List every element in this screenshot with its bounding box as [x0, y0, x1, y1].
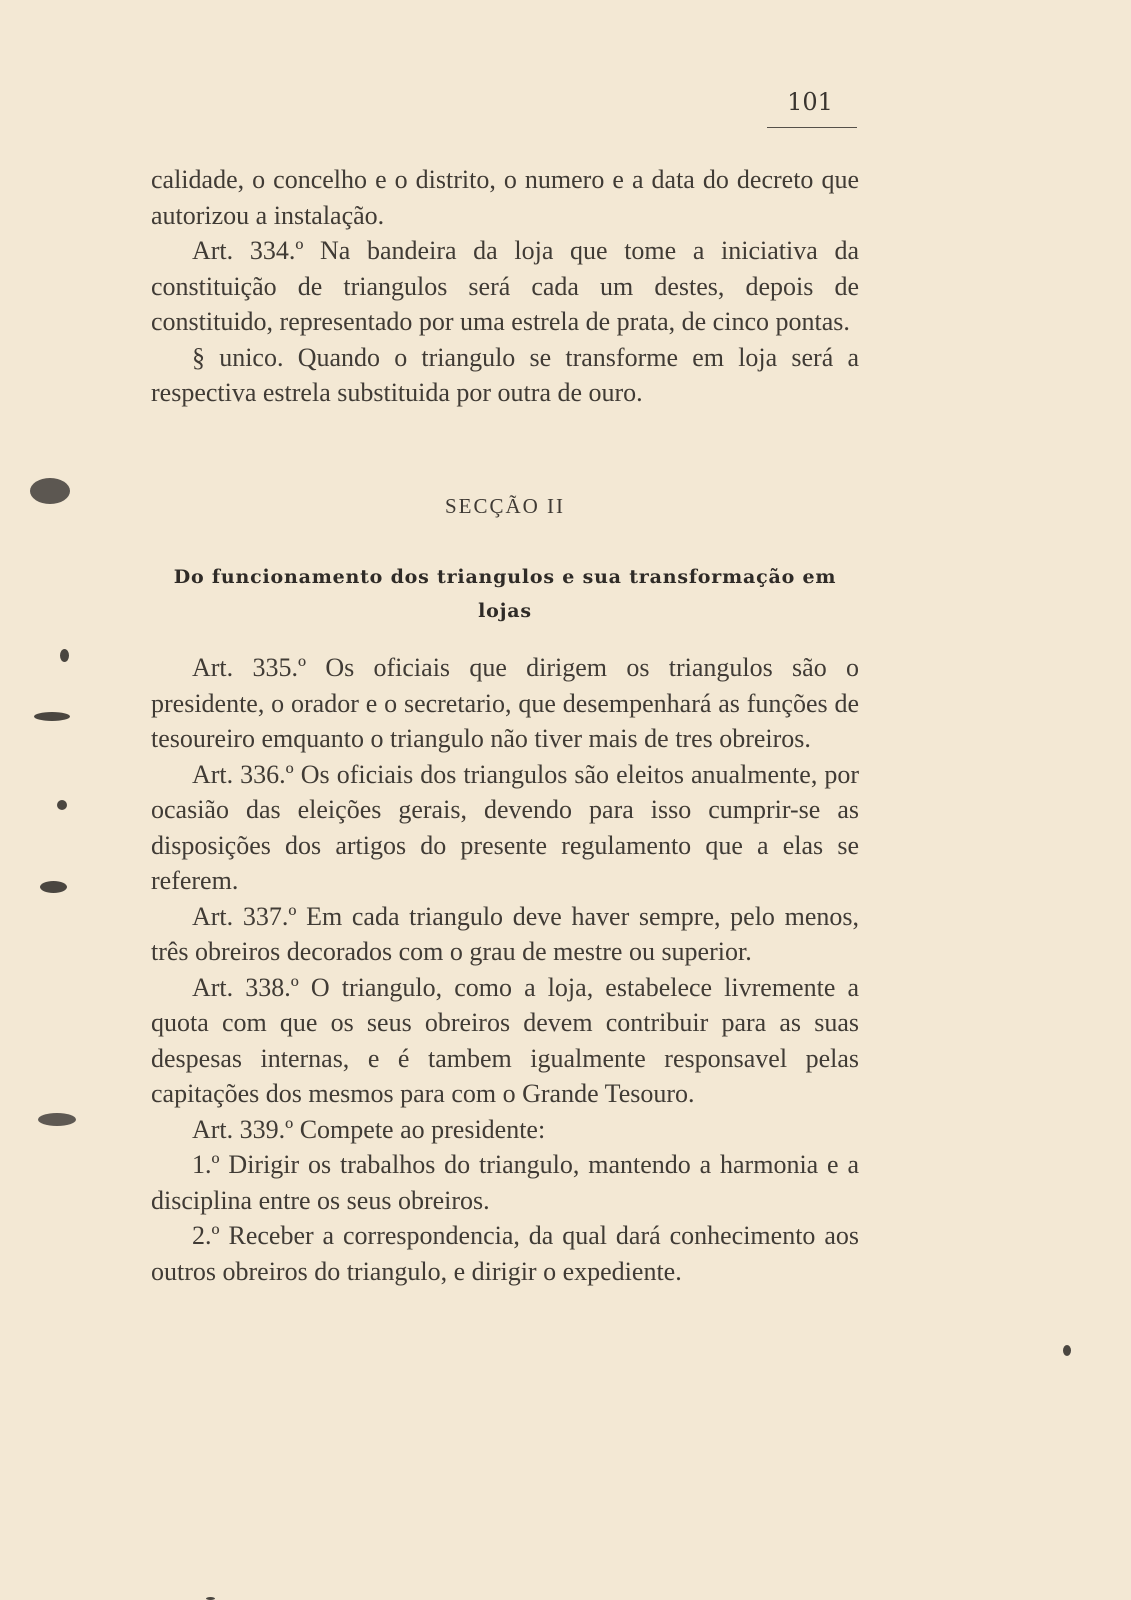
binding-mark: [60, 649, 69, 662]
paragraph: Art. 339.º Compete ao presidente:: [192, 1114, 546, 1144]
section-label: SECÇÃO II: [444, 494, 566, 518]
paragraph: calidade, o concelho e o distrito, o numero e a data do decreto que autorizou a instalação.: [151, 165, 859, 230]
paragraph: Art. 338.º O triangulo, como a loja, estabelece livremente a quota com que os seus obreiros devem contribuir para as suas despesas internas, e é tambem igualmente responsavel pelas capitações dos mesmos para com o Grande Tesouro.: [151, 972, 859, 1108]
paragraph: 2.º Receber a correspondencia, da qual dará conhecimento aos outros obreiros do triangulo, e dirigir o expediente.: [151, 1221, 859, 1286]
binding-mark: [34, 712, 70, 721]
binding-mark: [40, 881, 67, 893]
paragraph: Art. 337.º Em cada triangulo deve haver sempre, pelo menos, três obreiros decorados com o grau de mestre ou superior.: [151, 901, 859, 966]
paragraph: Art. 335.º Os oficiais que dirigem os triangulos são o presidente, o orador e o secretario, que desempenhará as funções de tesoureiro emquanto o triangulo não tiver mais de tres obreiros.: [151, 653, 859, 753]
stain-dot: [1063, 1345, 1071, 1356]
paragraph: Art. 334.º Na bandeira da loja que tome a iniciativa da constituição de triangulos será cada um destes, depois de constituido, representado por uma estrela de prata, de cinco pontas.: [151, 236, 859, 336]
paragraph: § unico. Quando o triangulo se transforme em loja será a respectiva estrela substituida por outra de ouro.: [151, 342, 859, 407]
section-title: Do funcionamento dos triangulos e sua transformação em lojas: [173, 566, 837, 622]
paragraph: Art. 336.º Os oficiais dos triangulos são eleitos anualmente, por ocasião das eleições gerais, devendo para isso cumprir-se as disposições dos artigos do presente regulamento que a elas se referem.: [151, 759, 859, 895]
main-text-block: [151, 650, 859, 1289]
page-number: 101: [787, 88, 833, 116]
binding-mark: [38, 1113, 76, 1126]
binding-mark: [30, 478, 70, 504]
paragraph: 1.º Dirigir os trabalhos do triangulo, mantendo a harmonia e a disciplina entre os seus obreiros.: [151, 1150, 859, 1215]
binding-mark: [57, 800, 67, 810]
top-text-block: [151, 162, 859, 411]
page-number-rule: [767, 127, 857, 128]
